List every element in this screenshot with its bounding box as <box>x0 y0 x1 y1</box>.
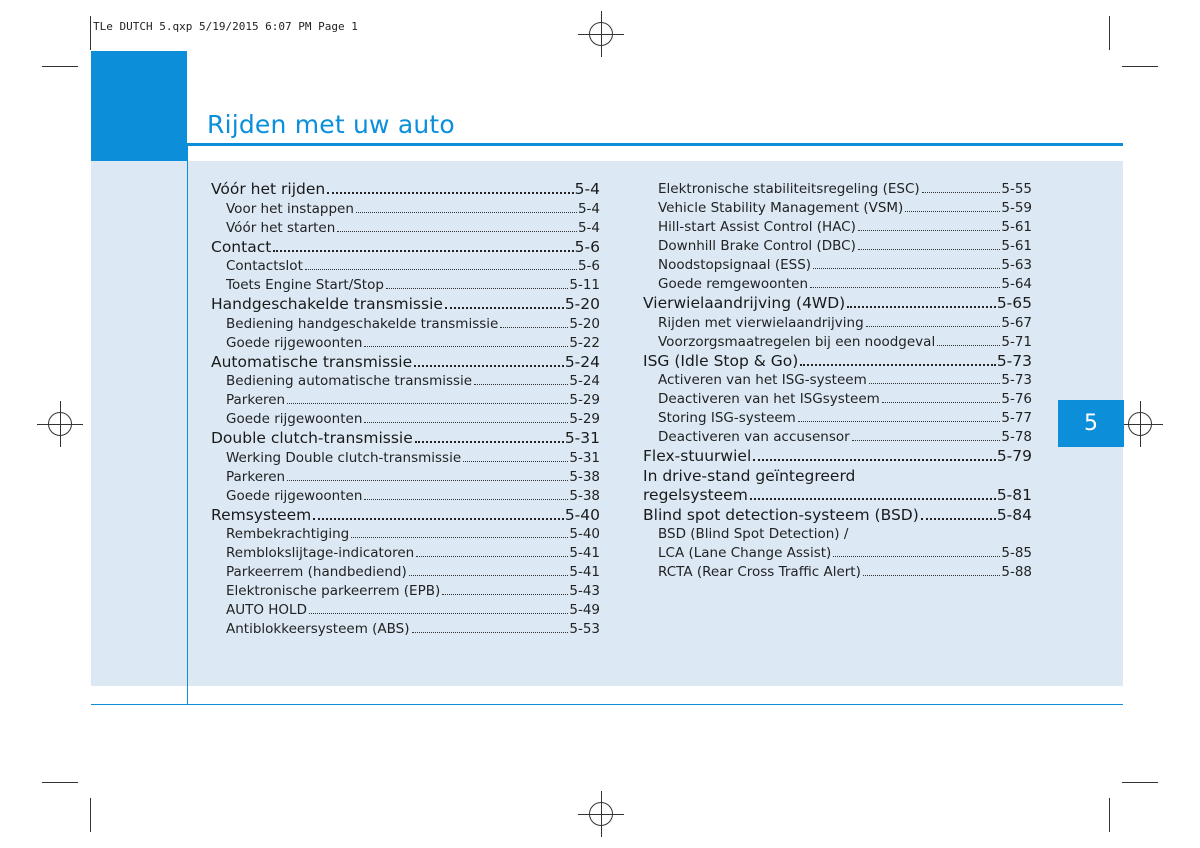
toc-subentry[interactable] <box>211 563 600 582</box>
toc-entry-label: LCA (Lane Change Assist) <box>658 545 832 561</box>
toc-entry-label: Contact <box>211 237 272 256</box>
toc-section-entry[interactable] <box>211 295 600 315</box>
toc-leader-dots <box>327 192 573 194</box>
toc-entry-page: 5-61 <box>1001 219 1032 235</box>
toc-entry-label: Blind spot detection-systeem (BSD) <box>643 505 919 524</box>
toc-entry-page: 5-59 <box>1001 200 1032 216</box>
toc-subentry[interactable] <box>211 525 600 544</box>
toc-leader-dots <box>337 231 577 232</box>
crop-mark <box>1122 66 1158 67</box>
toc-entry-page: 5-65 <box>996 294 1032 312</box>
header-color-block <box>91 51 187 161</box>
print-slug: TLe DUTCH 5.qxp 5/19/2015 6:07 PM Page 1 <box>93 20 358 33</box>
toc-subentry[interactable] <box>643 237 1032 256</box>
toc-entry-label: Elektronische stabiliteitsregeling (ESC) <box>658 181 920 197</box>
toc-entry-label: Werking Double clutch-transmissie <box>226 449 462 466</box>
toc-leader-dots <box>364 346 568 347</box>
toc-leader-dots <box>500 327 568 328</box>
toc-subentry[interactable] <box>643 563 1032 582</box>
toc-section-entry[interactable] <box>643 486 1032 506</box>
toc-entry-label: Flex-stuurwiel <box>643 447 752 465</box>
toc-entry-label: Remsysteem <box>211 505 312 524</box>
toc-entry-page: 5-43 <box>569 583 600 599</box>
toc-leader-dots <box>858 230 1000 231</box>
toc-entry-label: Downhill Brake Control (DBC) <box>658 238 856 254</box>
toc-subentry[interactable] <box>643 218 1032 237</box>
toc-subentry[interactable] <box>211 200 600 219</box>
registration-mark-icon <box>1128 412 1152 436</box>
toc-subentry[interactable] <box>211 601 600 620</box>
toc-leader-dots <box>813 268 1000 269</box>
toc-leader-dots <box>858 249 1001 250</box>
toc-leader-dots <box>416 556 568 557</box>
toc-subentry[interactable] <box>211 410 600 429</box>
toc-section-entry[interactable] <box>643 467 1032 487</box>
toc-entry-page: 5-84 <box>996 505 1032 524</box>
toc-entry-page: 5-73 <box>996 351 1032 370</box>
toc-leader-dots <box>442 594 568 595</box>
toc-entry-page: 5-81 <box>996 486 1032 504</box>
toc-leader-dots <box>922 192 1001 193</box>
crop-mark <box>42 66 78 67</box>
toc-subentry[interactable] <box>211 620 600 639</box>
toc-leader-dots <box>869 383 1001 384</box>
toc-leader-dots <box>351 537 568 538</box>
toc-entry-label: Goede rijgewoonten <box>226 487 363 504</box>
toc-leader-dots <box>463 461 568 462</box>
registration-mark-icon <box>589 22 613 46</box>
toc-entry-page: 5-55 <box>1001 181 1032 197</box>
toc-leader-dots <box>798 421 1001 422</box>
toc-subentry[interactable] <box>211 544 600 563</box>
toc-entry-page: 5-76 <box>1001 391 1032 407</box>
toc-entry-label: Goede rijgewoonten <box>226 411 363 427</box>
toc-entry-page: 5-49 <box>569 602 600 618</box>
toc-entry-page: 5-40 <box>564 505 600 524</box>
toc-leader-dots <box>866 326 1001 327</box>
toc-entry-page: 5-78 <box>1001 429 1032 445</box>
toc-entry-page: 5-79 <box>996 447 1032 465</box>
toc-entry-page: 5-4 <box>577 219 600 236</box>
toc-entry-label: Goede rijgewoonten <box>226 334 363 351</box>
toc-entry-label: Vierwielaandrijving (4WD) <box>643 294 846 312</box>
toc-entry-label: Contactslot <box>226 258 303 274</box>
toc-entry-label: Goede remgewoonten <box>658 276 809 292</box>
toc-leader-dots <box>810 287 1000 288</box>
toc-leader-dots <box>833 556 1000 557</box>
toc-leader-dots <box>364 499 568 500</box>
toc-entry-label: Deactiveren van accusensor <box>658 429 850 445</box>
toc-section-entry[interactable] <box>211 506 600 526</box>
toc-column-right <box>643 180 1032 582</box>
toc-entry-label: Automatische transmissie <box>211 352 413 371</box>
toc-subentry[interactable] <box>643 256 1032 275</box>
toc-column-left <box>211 180 600 639</box>
toc-subentry[interactable] <box>643 525 1032 544</box>
registration-mark-icon <box>589 802 613 826</box>
toc-subentry[interactable] <box>211 334 600 353</box>
toc-entry-page: 5-85 <box>1001 545 1032 561</box>
toc-subentry[interactable] <box>211 468 600 487</box>
toc-entry-page: 5-41 <box>569 564 600 580</box>
toc-entry-label: Voorzorgsmaatregelen bij een noodgeval <box>658 333 936 350</box>
toc-entry-label: Bediening automatische transmissie <box>226 373 473 389</box>
toc-leader-dots <box>309 613 568 614</box>
toc-entry-page: 5-24 <box>569 373 600 389</box>
crop-mark <box>1122 782 1158 783</box>
toc-leader-dots <box>921 518 996 520</box>
toc-entry-page: 5-20 <box>564 295 600 313</box>
toc-entry-label: Elektronische parkeerrem (EPB) <box>226 583 441 599</box>
bottom-rule <box>91 704 1123 705</box>
toc-entry-page: 5-88 <box>1001 564 1032 580</box>
toc-entry-label: Bediening handgeschakelde transmissie <box>226 315 499 332</box>
toc-leader-dots <box>356 212 577 213</box>
crop-mark <box>42 782 78 783</box>
toc-leader-dots <box>412 632 569 633</box>
toc-entry-page: 5-53 <box>569 621 600 637</box>
toc-entry-label: Parkeren <box>226 468 286 485</box>
crop-mark <box>1109 16 1110 50</box>
toc-entry-page: 5-4 <box>574 180 600 198</box>
toc-leader-dots <box>287 480 568 481</box>
toc-entry-page: 5-40 <box>569 526 600 542</box>
toc-subentry[interactable] <box>211 582 600 601</box>
toc-subentry[interactable] <box>643 199 1032 218</box>
toc-leader-dots <box>800 364 996 366</box>
toc-subentry[interactable] <box>211 219 600 238</box>
toc-subentry[interactable] <box>211 372 600 391</box>
toc-entry-page: 5-41 <box>569 545 600 561</box>
page-title: Rijden met uw auto <box>207 110 455 139</box>
toc-entry-page: 5-31 <box>569 449 600 466</box>
toc-entry-page: 5-63 <box>1001 257 1032 273</box>
toc-entry-page: 5-24 <box>564 352 600 371</box>
toc-entry-page: 5-71 <box>1001 333 1032 350</box>
toc-section-entry[interactable] <box>643 506 1032 526</box>
toc-entry-label: Parkeerrem (handbediend) <box>226 564 407 580</box>
toc-subentry[interactable] <box>211 449 600 468</box>
toc-subentry[interactable] <box>643 544 1032 563</box>
toc-entry-label: Vóór het starten <box>226 219 336 236</box>
toc-section-entry[interactable] <box>643 352 1032 372</box>
registration-mark-icon <box>48 412 72 436</box>
toc-subentry[interactable] <box>643 371 1032 390</box>
toc-subentry[interactable] <box>211 391 600 410</box>
margin-rule <box>187 146 188 705</box>
toc-entry-page: 5-73 <box>1001 372 1032 388</box>
toc-subentry[interactable] <box>643 428 1032 447</box>
toc-subentry[interactable] <box>643 409 1032 428</box>
toc-entry-label: In drive-stand geïntegreerd <box>643 466 856 485</box>
toc-subentry[interactable] <box>643 180 1032 199</box>
toc-entry-page: 5-29 <box>569 392 600 408</box>
toc-entry-label: Deactiveren van het ISGsysteem <box>658 391 880 407</box>
toc-leader-dots <box>750 498 996 500</box>
toc-entry-label: Toets Engine Start/Stop <box>226 277 384 293</box>
toc-leader-dots <box>937 345 1000 346</box>
toc-entry-label: Antiblokkeersysteem (ABS) <box>226 621 410 637</box>
toc-entry-page: 5-4 <box>577 200 600 217</box>
toc-entry-label: Noodstopsignaal (ESS) <box>658 257 812 273</box>
toc-entry-page: 5-38 <box>569 468 600 485</box>
toc-leader-dots <box>313 518 564 520</box>
crop-mark <box>90 16 91 50</box>
toc-section-entry[interactable] <box>643 447 1032 467</box>
toc-entry-page: 5-31 <box>564 429 600 447</box>
toc-leader-dots <box>863 575 1000 576</box>
toc-leader-dots <box>414 365 564 367</box>
toc-subentry[interactable] <box>211 276 600 295</box>
toc-leader-dots <box>852 440 1001 441</box>
toc-entry-label: Hill-start Assist Control (HAC) <box>658 219 856 235</box>
toc-leader-dots <box>905 211 1000 212</box>
toc-subentry[interactable] <box>211 257 600 276</box>
toc-section-entry[interactable] <box>211 180 600 200</box>
toc-entry-label: regelsysteem <box>643 486 748 504</box>
toc-leader-dots <box>847 306 996 308</box>
toc-leader-dots <box>386 288 568 289</box>
toc-entry-label: Rembekrachtiging <box>226 526 350 542</box>
toc-entry-label: Vehicle Stability Management (VSM) <box>658 200 904 216</box>
toc-entry-label: Remblokslijtage-indicatoren <box>226 545 415 561</box>
toc-subentry[interactable] <box>211 487 600 506</box>
toc-subentry[interactable] <box>643 275 1032 294</box>
toc-entry-label: Voor het instappen <box>226 200 354 217</box>
toc-leader-dots <box>474 384 568 385</box>
crop-mark <box>1109 798 1110 832</box>
toc-entry-page: 5-29 <box>569 411 600 427</box>
toc-entry-page: 5-38 <box>569 487 600 504</box>
toc-entry-page: 5-6 <box>577 258 600 274</box>
toc-leader-dots <box>415 441 564 443</box>
toc-leader-dots <box>273 250 573 252</box>
toc-leader-dots <box>287 403 568 404</box>
toc-entry-page: 5-20 <box>569 315 600 332</box>
toc-entry-label: Vóór het rijden <box>211 180 326 198</box>
toc-leader-dots <box>882 402 1001 403</box>
toc-entry-label: BSD (Blind Spot Detection) / <box>658 526 849 542</box>
toc-leader-dots <box>753 459 996 461</box>
toc-entry-label: ISG (Idle Stop & Go) <box>643 351 799 370</box>
toc-entry-label: Rijden met vierwielaandrijving <box>658 314 864 331</box>
toc-entry-page: 5-64 <box>1001 276 1032 292</box>
toc-subentry[interactable] <box>643 333 1032 352</box>
title-rule <box>187 143 1123 146</box>
toc-entry-label: Activeren van het ISG-systeem <box>658 372 867 388</box>
toc-entry-page: 5-6 <box>574 237 600 256</box>
toc-leader-dots <box>364 422 568 423</box>
toc-entry-label: RCTA (Rear Cross Traffic Alert) <box>658 564 861 580</box>
toc-entry-page: 5-61 <box>1001 238 1032 254</box>
toc-entry-label: Double clutch-transmissie <box>211 429 413 447</box>
toc-leader-dots <box>445 307 564 309</box>
toc-entry-page: 5-77 <box>1001 410 1032 426</box>
chapter-tab[interactable]: 5 <box>1058 400 1124 447</box>
toc-entry-page: 5-67 <box>1001 314 1032 331</box>
toc-entry-page: 5-11 <box>569 277 600 293</box>
toc-subentry[interactable] <box>643 314 1032 333</box>
toc-section-entry[interactable] <box>211 429 600 449</box>
crop-mark <box>90 798 91 832</box>
toc-section-entry[interactable] <box>643 294 1032 314</box>
toc-subentry[interactable] <box>211 315 600 334</box>
toc-section-entry[interactable] <box>211 238 600 258</box>
toc-subentry[interactable] <box>643 390 1032 409</box>
toc-entry-label: Storing ISG-systeem <box>658 410 796 426</box>
toc-entry-label: Handgeschakelde transmissie <box>211 295 443 313</box>
toc-leader-dots <box>305 269 577 270</box>
toc-entry-page: 5-22 <box>569 334 600 351</box>
toc-leader-dots <box>409 575 569 576</box>
toc-entry-label: AUTO HOLD <box>226 602 307 618</box>
toc-entry-label: Parkeren <box>226 392 286 408</box>
toc-section-entry[interactable] <box>211 353 600 373</box>
